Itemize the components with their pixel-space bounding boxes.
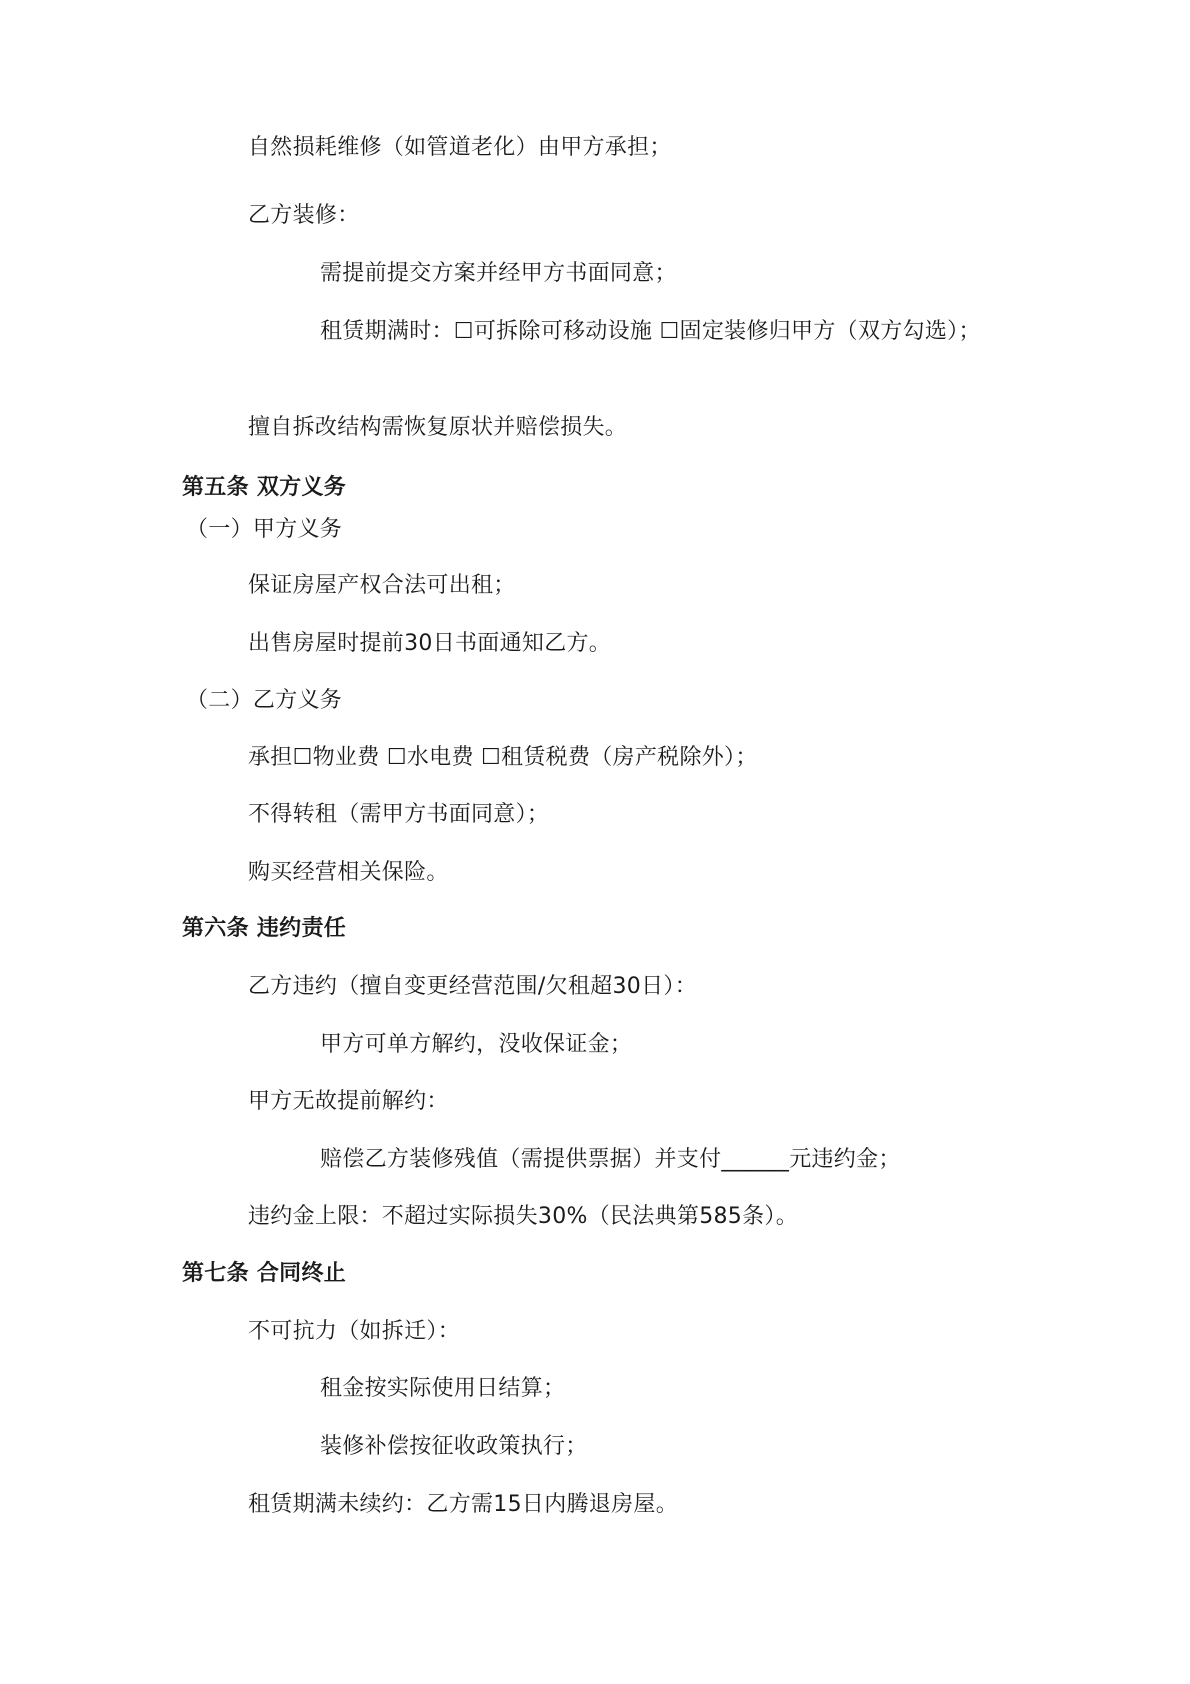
clause-rent-settlement: 租金按实际使用日结算； xyxy=(320,1376,566,1401)
section-6-title: 第六条 违约责任 xyxy=(182,916,347,941)
clause-penalty-cap: 违约金上限：不超过实际损失30%（民法典第585条）。 xyxy=(248,1204,798,1229)
clause-renovation-expiry: 租赁期满时：☐可拆除可移动设施 ☐固定装修归甲方（双方勾选）； xyxy=(320,319,981,344)
clause-renovation-approval: 需提前提交方案并经甲方书面同意； xyxy=(320,261,677,286)
section-5-title: 第五条 双方义务 xyxy=(182,475,347,500)
clause-renovation-label: 乙方装修： xyxy=(248,203,360,228)
clause-a-terminate-result: 赔偿乙方装修残值（需提供票据）并支付______元违约金； xyxy=(320,1147,901,1172)
clause-renovation-compensation: 装修补偿按征收政策执行； xyxy=(320,1434,588,1459)
clause-a-terminate: 甲方无故提前解约： xyxy=(248,1089,449,1114)
section-7-title: 第七条 合同终止 xyxy=(182,1261,347,1286)
party-b-item: 购买经营相关保险。 xyxy=(248,860,449,885)
clause-b-breach: 乙方违约（擅自变更经营范围/欠租超30日）： xyxy=(248,974,698,999)
clause-expiry-no-renewal: 租赁期满未续约：乙方需15日内腾退房屋。 xyxy=(248,1492,678,1517)
party-b-obligations-heading: （二）乙方义务 xyxy=(186,688,343,713)
party-a-obligations-heading: （一）甲方义务 xyxy=(186,517,343,542)
clause-wear-repair: 自然损耗维修（如管道老化）由甲方承担； xyxy=(248,135,672,160)
clause-unauthorized-change: 擅自拆改结构需恢复原状并赔偿损失。 xyxy=(248,415,628,440)
party-b-item: 承担☐物业费 ☐水电费 ☐租赁税费（房产税除外）； xyxy=(248,745,758,770)
party-a-item: 保证房屋产权合法可出租； xyxy=(248,573,516,598)
clause-b-breach-result: 甲方可单方解约，没收保证金； xyxy=(320,1032,633,1057)
party-b-item: 不得转租（需甲方书面同意）； xyxy=(248,802,550,827)
party-a-item: 出售房屋时提前30日书面通知乙方。 xyxy=(248,631,612,656)
clause-force-majeure: 不可抗力（如拆迁）： xyxy=(248,1319,461,1344)
